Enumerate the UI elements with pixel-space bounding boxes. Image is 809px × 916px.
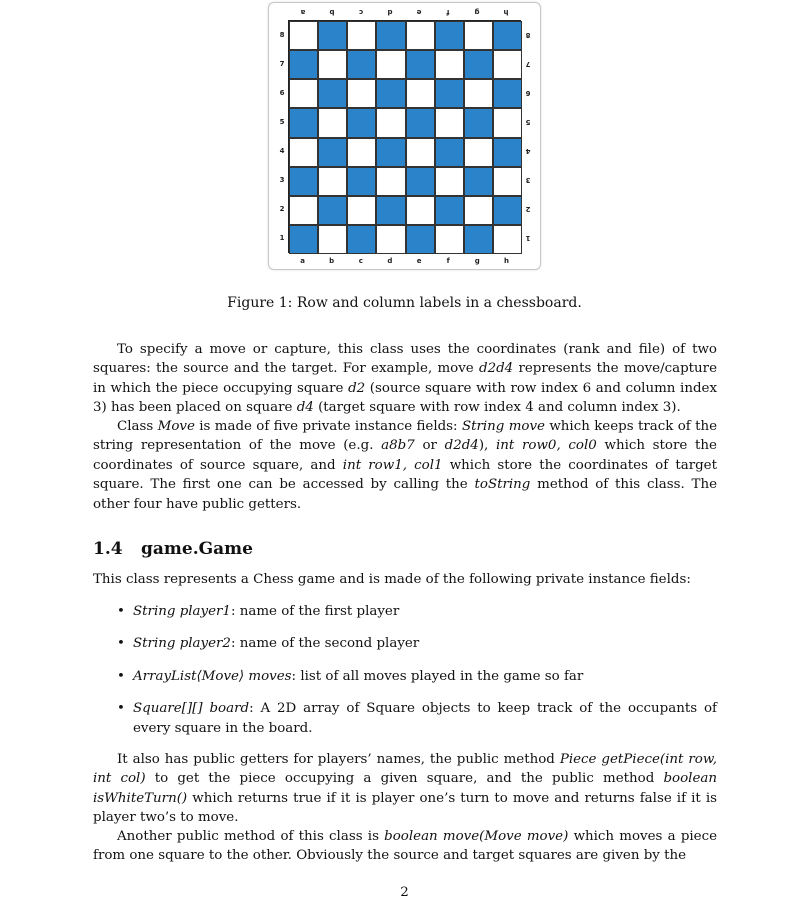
code-term: toString (474, 477, 531, 493)
board-square-d1 (376, 225, 405, 254)
section-heading (93, 538, 253, 560)
rank-label-6: 6 (279, 88, 285, 97)
board-square-c5 (347, 108, 376, 137)
text: ), (478, 438, 497, 454)
board-square-a3 (289, 167, 318, 196)
board-square-d5 (376, 108, 405, 137)
rank-label-right-1: 1 (525, 234, 531, 243)
text: which keeps track of the string representation of the move (e.g. (93, 419, 718, 454)
rank-label-right-4: 4 (525, 147, 531, 156)
board-square-g4 (464, 138, 493, 167)
file-label-g: g (474, 257, 480, 265)
move-example: d2d4 (479, 361, 514, 377)
code-term: String player2 (133, 636, 231, 652)
board-square-a6 (289, 79, 318, 108)
text: Class (117, 419, 158, 434)
board-square-d7 (376, 50, 405, 79)
rank-label-right-3: 3 (525, 176, 531, 185)
board-square-d6 (376, 79, 405, 108)
code-term: a8b7 (381, 438, 415, 454)
section-title: game.Game (141, 539, 253, 559)
file-label-top-b: b (329, 8, 335, 16)
board-square-e7 (406, 50, 435, 79)
paragraph-class-move (93, 417, 717, 514)
text: (target square with row index 4 and column index 3). (313, 400, 681, 416)
text: (source square with row index 6 and column index 3) has been placed on square (93, 380, 717, 416)
text: method of this class. The other four have public getters. (93, 477, 717, 512)
board-square-b8 (318, 21, 347, 50)
board-square-f2 (435, 196, 464, 225)
text: which returns true if it is player one’s turn to move and returns false if it is player two’s to move. (93, 790, 717, 826)
board-square-e1 (406, 225, 435, 254)
bullet-icon: • (117, 668, 125, 684)
section-number: 1.4 (93, 539, 123, 559)
text: : name of the second player (230, 636, 420, 652)
code-term: Square[][] board (133, 701, 250, 717)
board-square-g1 (464, 225, 493, 254)
square-example: d4 (296, 400, 314, 416)
board-square-g2 (464, 196, 493, 225)
chessboard (288, 20, 521, 253)
rank-label-right-2: 2 (525, 205, 531, 214)
code-term: int row0, col0 (496, 438, 597, 454)
code-term: ArrayList⟨Move⟩ moves (133, 668, 292, 684)
text: : A 2D array of Square objects to keep track of the occupants of every square in the board. (133, 701, 717, 736)
code-term: String player1 (133, 604, 231, 619)
board-square-g3 (464, 167, 493, 196)
file-label-a: a (300, 257, 305, 265)
file-label-e: e (416, 257, 422, 265)
text: or (414, 438, 445, 454)
board-square-b6 (318, 79, 347, 108)
board-square-h4 (493, 138, 522, 167)
text: : list of all moves played in the game so far (291, 668, 584, 684)
paragraph-game-intro: This class represents a Chess game and is made of the following private instance fields: (93, 572, 691, 587)
board-square-e2 (406, 196, 435, 225)
rank-label-4: 4 (279, 147, 285, 156)
rank-label-8: 8 (279, 30, 285, 39)
text: To specify a move or capture, this class uses the coordinates (rank and file) of two squares: the source and the target. For example, move (93, 342, 717, 377)
board-square-a2 (289, 196, 318, 225)
board-square-g6 (464, 79, 493, 108)
board-square-b7 (318, 50, 347, 79)
board-square-h6 (493, 79, 522, 108)
bullet-icon: • (117, 701, 125, 717)
board-square-e5 (406, 108, 435, 137)
file-label-d: d (387, 257, 393, 265)
file-label-top-a: a (300, 8, 305, 16)
board-square-h8 (493, 21, 522, 50)
paragraph-move-method (93, 827, 717, 866)
paragraph-move-coordinates (93, 340, 717, 418)
bullet-icon: • (117, 636, 125, 652)
board-square-f8 (435, 21, 464, 50)
board-square-a4 (289, 138, 318, 167)
file-label-top-f: f (446, 8, 450, 16)
board-square-c4 (347, 138, 376, 167)
board-square-f4 (435, 138, 464, 167)
text: which moves a piece from one square to the other. Obviously the source and target squares are given by the (93, 829, 718, 864)
code-term: Piece getPiece(int row, int col) (93, 752, 717, 787)
board-square-e8 (406, 21, 435, 50)
file-label-top-h: h (503, 8, 509, 16)
file-label-top-d: d (387, 8, 393, 16)
rank-label-5: 5 (279, 117, 285, 126)
board-square-f3 (435, 167, 464, 196)
text: It also has public getters for players’ names, the public method (117, 752, 560, 767)
board-square-f6 (435, 79, 464, 108)
paragraph-game-methods (93, 750, 717, 828)
board-square-b3 (318, 167, 347, 196)
board-square-e3 (406, 167, 435, 196)
board-square-c6 (347, 79, 376, 108)
list-item (117, 602, 717, 621)
file-label-top-e: e (416, 8, 422, 16)
board-square-f7 (435, 50, 464, 79)
board-square-c2 (347, 196, 376, 225)
board-square-b4 (318, 138, 347, 167)
square-example: d2 (348, 380, 366, 396)
rank-label-right-5: 5 (525, 117, 531, 126)
file-label-h: h (503, 257, 509, 265)
rank-label-right-6: 6 (525, 88, 531, 97)
board-square-h1 (493, 225, 522, 254)
board-square-h3 (493, 167, 522, 196)
code-term: boolean move(Move move) (384, 829, 569, 844)
field-list (117, 602, 717, 738)
code-term: String move (461, 419, 545, 434)
board-square-e4 (406, 138, 435, 167)
board-square-d4 (376, 138, 405, 167)
board-square-g7 (464, 50, 493, 79)
rank-label-3: 3 (279, 176, 285, 185)
board-square-a5 (289, 108, 318, 137)
page-number: 2 (400, 885, 409, 900)
rank-label-right-8: 8 (525, 30, 531, 39)
board-square-f5 (435, 108, 464, 137)
board-square-c7 (347, 50, 376, 79)
bullet-icon: • (117, 604, 125, 619)
board-square-g8 (464, 21, 493, 50)
file-label-top-c: c (358, 8, 363, 16)
board-square-c8 (347, 21, 376, 50)
board-square-h2 (493, 196, 522, 225)
file-label-c: c (358, 257, 363, 265)
text: which store the coordinates of source square, and (93, 438, 717, 473)
rank-label-right-7: 7 (525, 59, 531, 68)
board-square-f1 (435, 225, 464, 254)
board-square-c3 (347, 167, 376, 196)
file-label-top-g: g (474, 8, 480, 16)
board-square-d8 (376, 21, 405, 50)
board-square-b1 (318, 225, 347, 254)
board-square-d3 (376, 167, 405, 196)
text: Another public method of this class is (117, 829, 385, 844)
text: is made of five private instance fields: (194, 419, 462, 434)
board-square-d2 (376, 196, 405, 225)
code-term: Move (157, 419, 195, 434)
file-label-f: f (446, 257, 450, 265)
rank-label-1: 1 (279, 234, 285, 243)
rank-label-7: 7 (279, 59, 285, 68)
board-square-c1 (347, 225, 376, 254)
board-square-a7 (289, 50, 318, 79)
list-item (117, 699, 717, 738)
list-item (117, 634, 717, 653)
board-square-g5 (464, 108, 493, 137)
file-label-b: b (329, 257, 335, 265)
board-square-h5 (493, 108, 522, 137)
board-square-a1 (289, 225, 318, 254)
board-square-e6 (406, 79, 435, 108)
text: represents the move/capture in which the piece occupying square (93, 361, 717, 396)
board-square-a8 (289, 21, 318, 50)
code-term: int row1, col1 (342, 457, 443, 473)
board-square-b5 (318, 108, 347, 137)
text: to get the piece occupying a given square, and the public method (145, 771, 664, 787)
board-square-b2 (318, 196, 347, 225)
code-term: d2d4 (444, 438, 479, 454)
list-item (117, 667, 717, 686)
board-square-h7 (493, 50, 522, 79)
text: which store the coordinates of target square. The first one can be accessed by calling the (93, 457, 717, 493)
code-term: boolean isWhiteTurn() (93, 771, 717, 806)
rank-label-2: 2 (279, 205, 285, 214)
text: : name of the first player (230, 604, 400, 619)
figure-caption: Figure 1: Row and column labels in a chessboard. (227, 295, 582, 311)
